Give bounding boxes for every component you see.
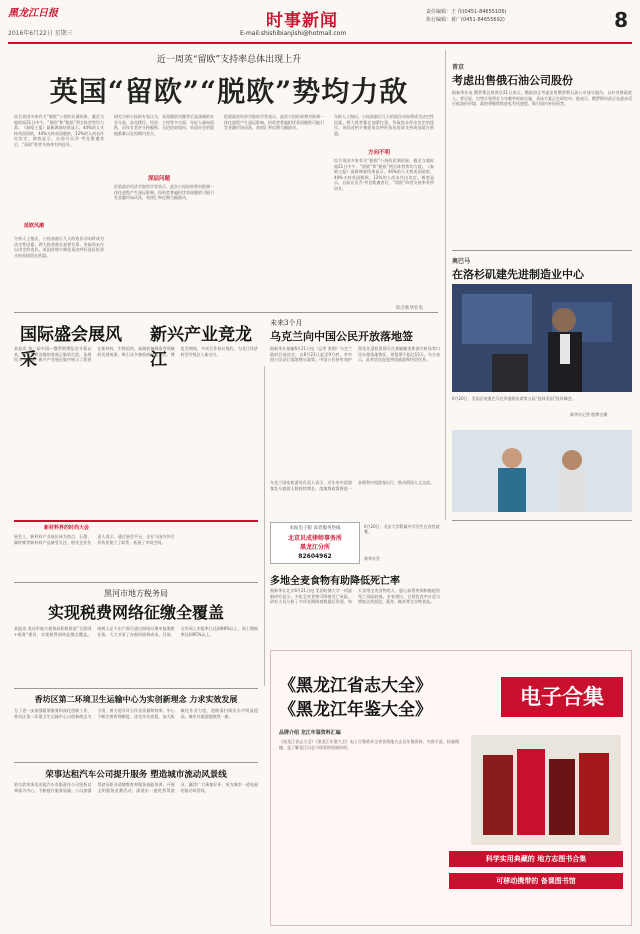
banner-text: 《黑龙江省志大全》《黑龙江年鉴大全》电子合集收录全省各级地方志及年鉴资料，内容丰富，检索便捷，是了解龙江历史与现状的权威资料。 bbox=[279, 739, 459, 750]
lead-subhead-box bbox=[24, 222, 112, 234]
xiangfang-rule bbox=[14, 688, 258, 689]
sidebar-1-flag: 普京 bbox=[452, 64, 465, 71]
auto-body: 哈尔滨荣事达出租汽车有限责任公司坚持以乘客为中心，不断提升服务质量。公司加强驾驶员职业道德教育和服务技能培训，开展文明服务竞赛活动，涌现出一批优秀驾驶员，赢得广大乘客好评，成为城市一道亮丽的流动风景线。 bbox=[14, 782, 258, 793]
section-title: 时事新闻 bbox=[266, 11, 338, 31]
xiangfang-headline[interactable]: 香坊区第二环境卫生运输中心为实创新理念 力求实效发展 bbox=[34, 694, 238, 704]
lead-text-col2: 研究分析公投的专家认为，英国脱欧问题背后是深刻的社会分歧，涉及移民、经济、主权等多方面，年轻人倾向留欧，而年长者更支持脱欧。无论结果如何，英国社会的裂痕都难以在短期内弥合。 bbox=[114, 114, 214, 136]
people-caption: 6月20日，北京大学附属中学学生在食堂就餐。 bbox=[364, 524, 440, 535]
tax-body: 本报讯 黑河市地方税务局积极推进“互联网+税务”建设，实现税费网络征缴全覆盖。纳税人足不出户即可通过网络办理申报缴税业务，大大节省了办税时间和成本。目前，全市网上申报率已达到98%以上，网上缴税率达到95%以上。 bbox=[14, 626, 258, 637]
hotline-ad-line-2: 北京贝成律师事务所 bbox=[287, 535, 342, 542]
lead-kicker: 近一周英“留欧”支持率总体出现上升 bbox=[156, 55, 302, 65]
lead-headline[interactable]: 英国“留欧”“脱欧”势均力敌 bbox=[49, 75, 409, 108]
banner-book-image bbox=[471, 735, 621, 845]
expo-body: 本报讯 第三届中国—俄罗斯博览会开幕以来，来自世界各地的客商云集哈尔滨，各展馆人气旺盛。新兴产业展区集中展示了我省在新材料、生物医药、高端装备制造等领域的发展成果，吸引众多参展商洽谈合作。博览会期间，多项合作协议签约，为龙江经济转型升级注入新动力。 bbox=[14, 346, 258, 363]
lead-text-col4b: 综合英国多家有关“脱欧”公投的民调结果，截至当地时间21日中午，“留欧”和“脱欧”两方阵营势均力敌。《泰晤士报》最新调查结果显示，44%的人支持英国留欧，44%支持英国脱欧，12%的人尚未作出决定。调查显示，自前议员乔·考克斯遇害后，“留欧”阵营支持率有所回升。 bbox=[334, 158, 434, 191]
right-rule bbox=[452, 520, 632, 521]
hotline-ad-line-3: 黑龙江分所 bbox=[299, 544, 330, 551]
people-photo bbox=[452, 430, 632, 512]
obama-photo bbox=[452, 284, 632, 392]
expo-subhead: 新材料界的时尚大会 bbox=[44, 525, 90, 531]
visa-kicker: 未来3个月 bbox=[270, 319, 303, 327]
column-divider bbox=[264, 366, 265, 686]
banner-title-2[interactable]: 《黑龙江年鉴大全》 bbox=[279, 700, 432, 720]
sidebar-rule bbox=[452, 250, 632, 251]
lead-text-col2b: 伦敦政治经济学院的学者表示，此次公投结果将对欧洲一体化进程产生深远影响。投资者普遍担忧英国脱欧可能引发金融市场动荡，英镑汇率近期大幅波动。 bbox=[114, 184, 214, 201]
sidebar-1-headline[interactable]: 考虑出售俄石油公司股份 bbox=[452, 74, 573, 87]
masthead-rule bbox=[8, 42, 632, 44]
contact-email[interactable]: E-mail:shishibianjishi@hotmail.com bbox=[240, 30, 347, 37]
obama-credit: 新华社记者 殷博古摄 bbox=[570, 412, 608, 417]
lead-subhead-1: 延欧风潮 bbox=[24, 223, 45, 229]
expo-headline-left[interactable]: 国际盛会展风采 bbox=[20, 325, 122, 370]
lead-text-col4: 分析人士指出，公投前最后几天的选民动向将成为决定性因素。两大阵营都在加紧拉票，争取尚未作出决定的选民。英国首相卡梅伦再次呼吁选民投票支持英国留在欧盟。 bbox=[334, 114, 434, 136]
sidebar-1-body: 据新华社电 俄罗斯总统普京21日表示，俄政府正考虑出售俄罗斯石油公司部分股份，以补充财政收入。普京说，出售计划将在今年晚些时候实施，具体方案正在研究中。他表示，俄罗斯经济正在逐步适应低油价环境，政府将继续推进私有化进程，吸引国内外投资者。 bbox=[452, 90, 632, 107]
section-rule bbox=[14, 312, 438, 313]
lead-subhead-2: 深层问题 bbox=[148, 176, 171, 182]
visa-body-2: 乌克兰国家旅游局负责人表示，近年来中国游客赴乌旅游人数持续增长，落地签政策将进一步便利中国游客出行，推动两国人文交流。 bbox=[270, 480, 434, 491]
expo-body-2: 展会上，新材料产业展区成为焦点，石墨、碳纤维等新材料产品备受关注。相关企业负责人表示，通过展会平台，企业与国内外合作伙伴建立了联系，拓展了市场空间。 bbox=[14, 534, 175, 545]
hotline-ad-phone: 82604962 bbox=[298, 553, 332, 560]
obama-caption: 6月20日，美国总统奥巴马在华盛顿出席第五届“选择美国”投资峰会。 bbox=[452, 396, 576, 401]
books-illustration bbox=[471, 735, 621, 845]
lead-text-col3: 伦敦政治经济学院的学者表示，此次公投结果将对欧洲一体化进程产生深远影响。投资者普遍担忧英国脱欧可能引发金融市场动荡，英镑汇率近期大幅波动。 bbox=[224, 114, 324, 131]
banner-product-note: 品牌介绍 龙江年鉴资料汇编 bbox=[279, 730, 341, 736]
tax-kicker: 黑河市地方税务局 bbox=[104, 589, 168, 598]
lead-text-col1: 综合英国多家有关“脱欧”公投的民调结果，截至当地时间21日中午，“留欧”和“脱欧”两方阵营势均力敌。《泰晤士报》最新调查结果显示，44%的人支持英国留欧，44%支持英国脱欧，12%的人尚未作出决定。调查显示，自前议员乔·考克斯遇害后，“留欧”阵营支持率有所回升。 bbox=[14, 114, 104, 147]
hotline-ad[interactable] bbox=[270, 522, 360, 564]
tax-headline[interactable]: 实现税费网络征缴全覆盖 bbox=[47, 603, 224, 622]
auto-headline[interactable]: 荣事达租汽车公司提升服务 塑造城市流动风景线 bbox=[45, 770, 227, 780]
tax-rule bbox=[14, 582, 258, 583]
lead-text-col1b: 分析人士指出，公投前最后几天的选民动向将成为决定性因素。两大阵营都在加紧拉票，争取尚未作出决定的选民。英国首相卡梅伦再次呼吁选民投票支持英国留在欧盟。 bbox=[14, 236, 104, 258]
lead-subhead-3: 方向不明 bbox=[368, 150, 391, 156]
issue-date: 2016年6月22日 星期三 bbox=[8, 30, 73, 37]
slogan-pill-2[interactable]: 可移动携带的 备课图书馆 bbox=[449, 873, 623, 889]
yearbook-banner[interactable] bbox=[270, 650, 632, 926]
slogan-pill-1[interactable]: 科学实用典藏的 地方志图书合集 bbox=[449, 851, 623, 867]
people-photo-illustration bbox=[452, 430, 632, 512]
expo-headline-right[interactable]: 新兴产业竞龙江 bbox=[150, 325, 252, 370]
obama-photo-illustration bbox=[452, 284, 632, 392]
wheat-headline[interactable]: 多地全麦食物有助降低死亡率 bbox=[270, 576, 400, 587]
masthead bbox=[8, 4, 632, 42]
wheat-body: 据新华社北京6月21日电 美国哈佛大学一项最新研究显示，多吃全麦食物可降低死亡风险。研究人员分析了多项长期调查数据后发现，每天食用全麦食物的人，患心血管疾病和癌症的死亡风险较低。专家建议，日常饮食中应适当增加全麦面包、燕麦、糙米等全谷物食品。 bbox=[270, 588, 440, 605]
editor-credits bbox=[426, 8, 506, 24]
column-divider bbox=[445, 50, 446, 520]
sidebar-2-headline[interactable]: 在洛杉矶建先进制造业中心 bbox=[452, 268, 584, 281]
xiangfang-body: 为了进一步加强精准服务和深化创新工作，香坊区第二环境卫生运输中心以创新理念为引领，着力提升环卫作业质量和效率。中心不断完善管理制度，优化作业流程，加大机械化作业力度，道路清扫保洁水平明显提高，城市环境面貌焕然一新。 bbox=[14, 708, 258, 719]
people-credit: 新华社发 bbox=[364, 556, 380, 561]
hotline-ad-line-1: 本报电子版 读者服务热线 bbox=[289, 526, 341, 531]
expo-subhead-rule bbox=[14, 520, 258, 530]
page-number: 8 bbox=[614, 8, 628, 32]
auto-rule bbox=[14, 762, 258, 763]
lead-source: 综合新华社电 bbox=[396, 306, 423, 311]
newspaper-logo: 黑龙江日报 bbox=[8, 8, 58, 19]
e-collection-button[interactable]: 电子合集 bbox=[501, 677, 623, 717]
banner-title-1[interactable]: 《黑龙江省志大全》 bbox=[279, 676, 432, 696]
editor-line: 责任编辑：王 伟(0451-84655106) bbox=[426, 9, 507, 15]
sidebar-2-flag: 奥巴马 bbox=[452, 258, 471, 265]
visa-body: 据新华社基辅6月21日电（记者 张朔）乌克兰政府日前决定，自6月21日起至9月底，对中国公民试行落地签证政策。中国公民持有效护照及往返机票即可在基辅鲍里斯波尔机场等口岸办理落地签证，停留期不超过15天。乌方表示，此举旨在促进两国旅游和经贸往来。 bbox=[270, 346, 440, 363]
visa-headline[interactable]: 乌克兰向中国公民开放落地签 bbox=[270, 330, 413, 343]
designer-line: 执行编辑：黄广(0451-84655692) bbox=[426, 17, 505, 23]
